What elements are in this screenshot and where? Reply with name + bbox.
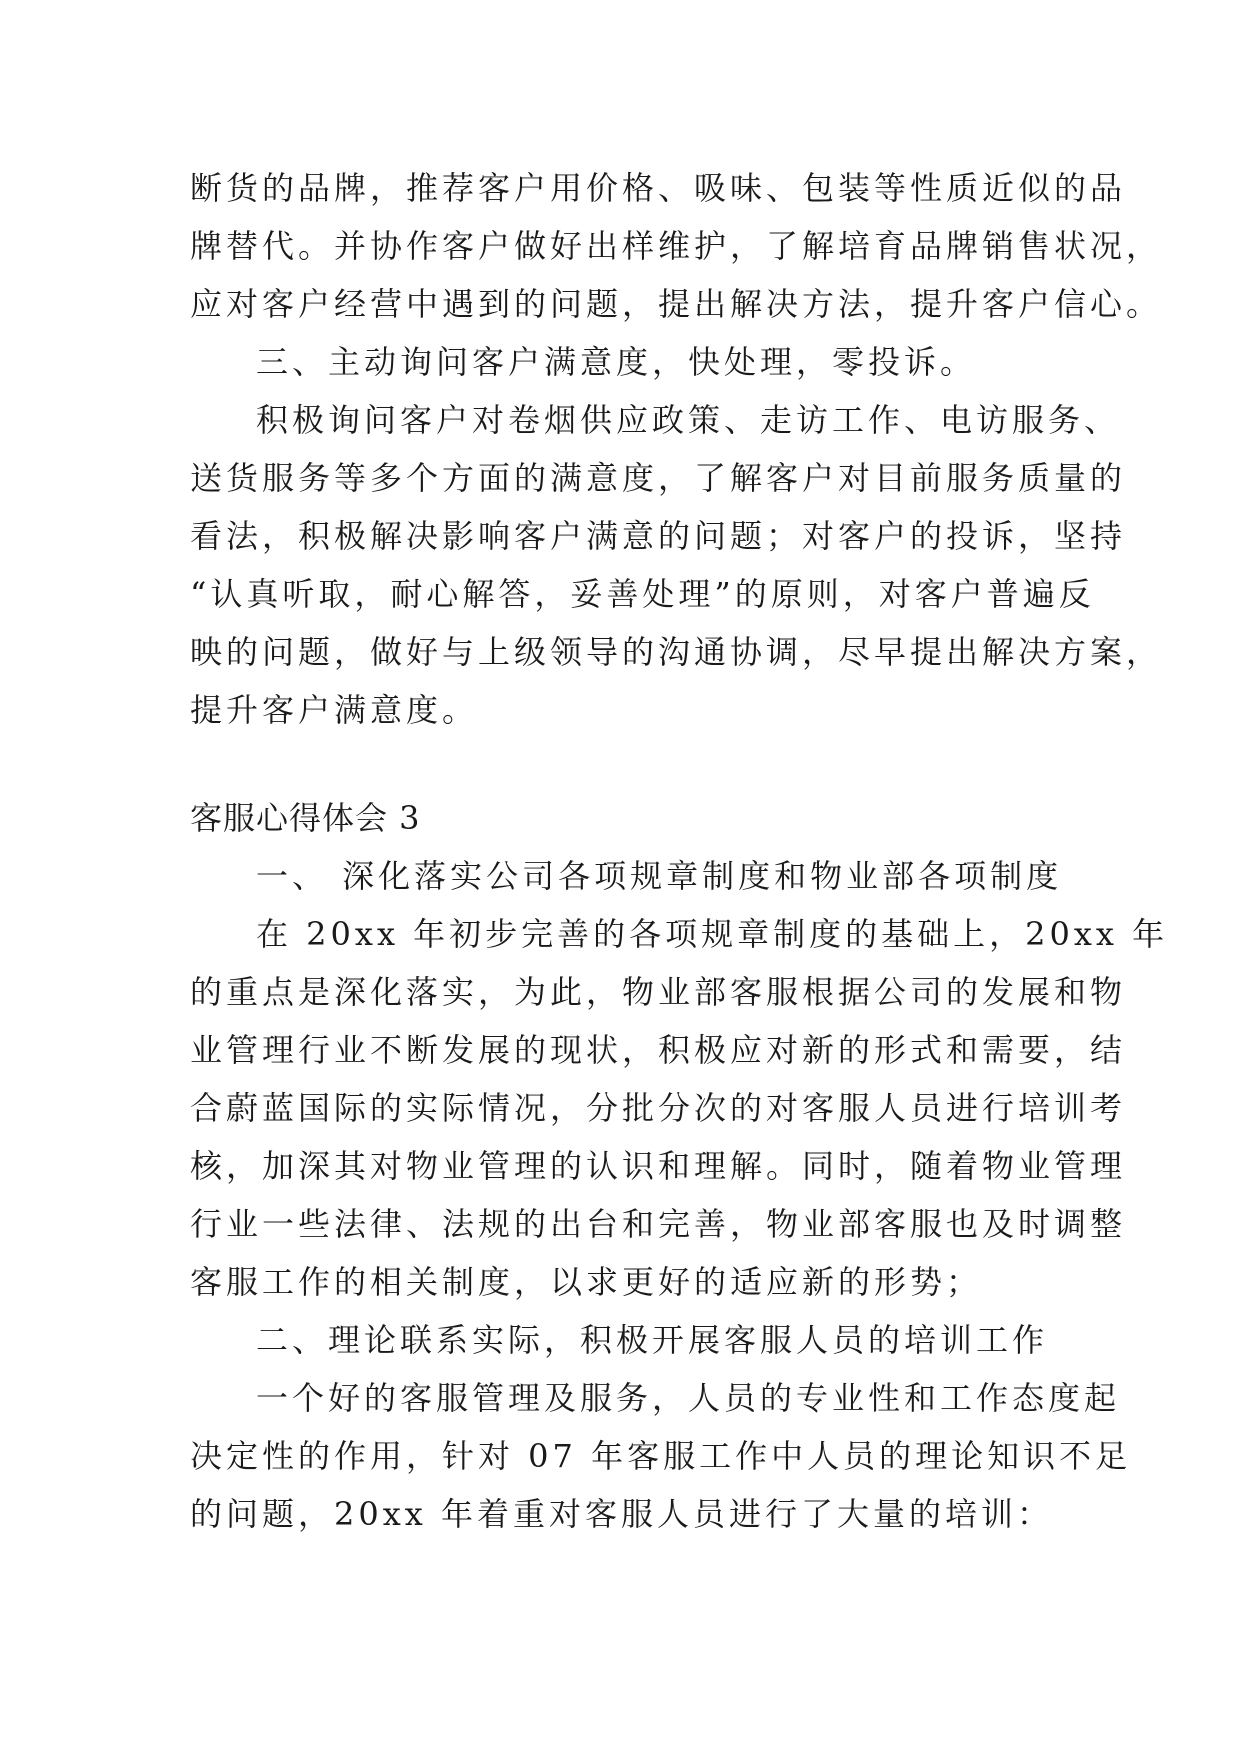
- paragraph-line: 映的问题，做好与上级领导的沟通协调，尽早提出解决方案，: [190, 633, 1163, 671]
- section-heading: 三、主动询问客户满意度，快处理，零投诉。: [256, 343, 977, 381]
- paragraph-line: 积极询问客户对卷烟供应政策、走访工作、电访服务、: [256, 401, 1121, 439]
- paragraph-line: 合蔚蓝国际的实际情况，分批分次的对客服人员进行培训考: [190, 1089, 1127, 1127]
- section-heading: 二、理论联系实际，积极开展客服人员的培训工作: [256, 1321, 1049, 1359]
- paragraph-line: 决定性的作用，针对 07 年客服工作中人员的理论知识不足: [190, 1437, 1132, 1475]
- paragraph-line: 的重点是深化落实，为此，物业部客服根据公司的发展和物: [190, 973, 1127, 1011]
- section-heading: 一、 深化落实公司各项规章制度和物业部各项制度: [256, 857, 1063, 895]
- paragraph-line: 的问题，20xx 年着重对客服人员进行了大量的培训：: [190, 1495, 1053, 1533]
- paragraph-line: 提升客户满意度。: [190, 691, 479, 729]
- paragraph-line: 断货的品牌，推荐客户用价格、吸味、包装等性质近似的品: [190, 169, 1127, 207]
- paragraph-line: 业管理行业不断发展的现状，积极应对新的形式和需要，结: [190, 1031, 1127, 1069]
- paragraph-line: 在 20xx 年初步完善的各项规章制度的基础上，20xx 年: [256, 915, 1169, 953]
- paragraph-line: 核，加深其对物业管理的认识和理解。同时，随着物业管理: [190, 1147, 1127, 1185]
- article-title: 客服心得体会 3: [190, 799, 421, 837]
- paragraph-line: 看法，积极解决影响客户满意的问题；对客户的投诉，坚持: [190, 517, 1127, 555]
- paragraph-line: 应对客户经营中遇到的问题，提出解决方法，提升客户信心。: [190, 285, 1163, 323]
- paragraph-line: 牌替代。并协作客户做好出样维护，了解培育品牌销售状况，: [190, 227, 1163, 265]
- paragraph-line: “认真听取，耐心解答，妥善处理”的原则，对客户普遍反: [190, 575, 1095, 613]
- paragraph-line: 客服工作的相关制度，以求更好的适应新的形势；: [190, 1263, 983, 1301]
- paragraph-line: 行业一些法律、法规的出台和完善，物业部客服也及时调整: [190, 1205, 1127, 1243]
- paragraph-line: 一个好的客服管理及服务，人员的专业性和工作态度起: [256, 1379, 1121, 1417]
- paragraph-line: 送货服务等多个方面的满意度，了解客户对目前服务质量的: [190, 459, 1127, 497]
